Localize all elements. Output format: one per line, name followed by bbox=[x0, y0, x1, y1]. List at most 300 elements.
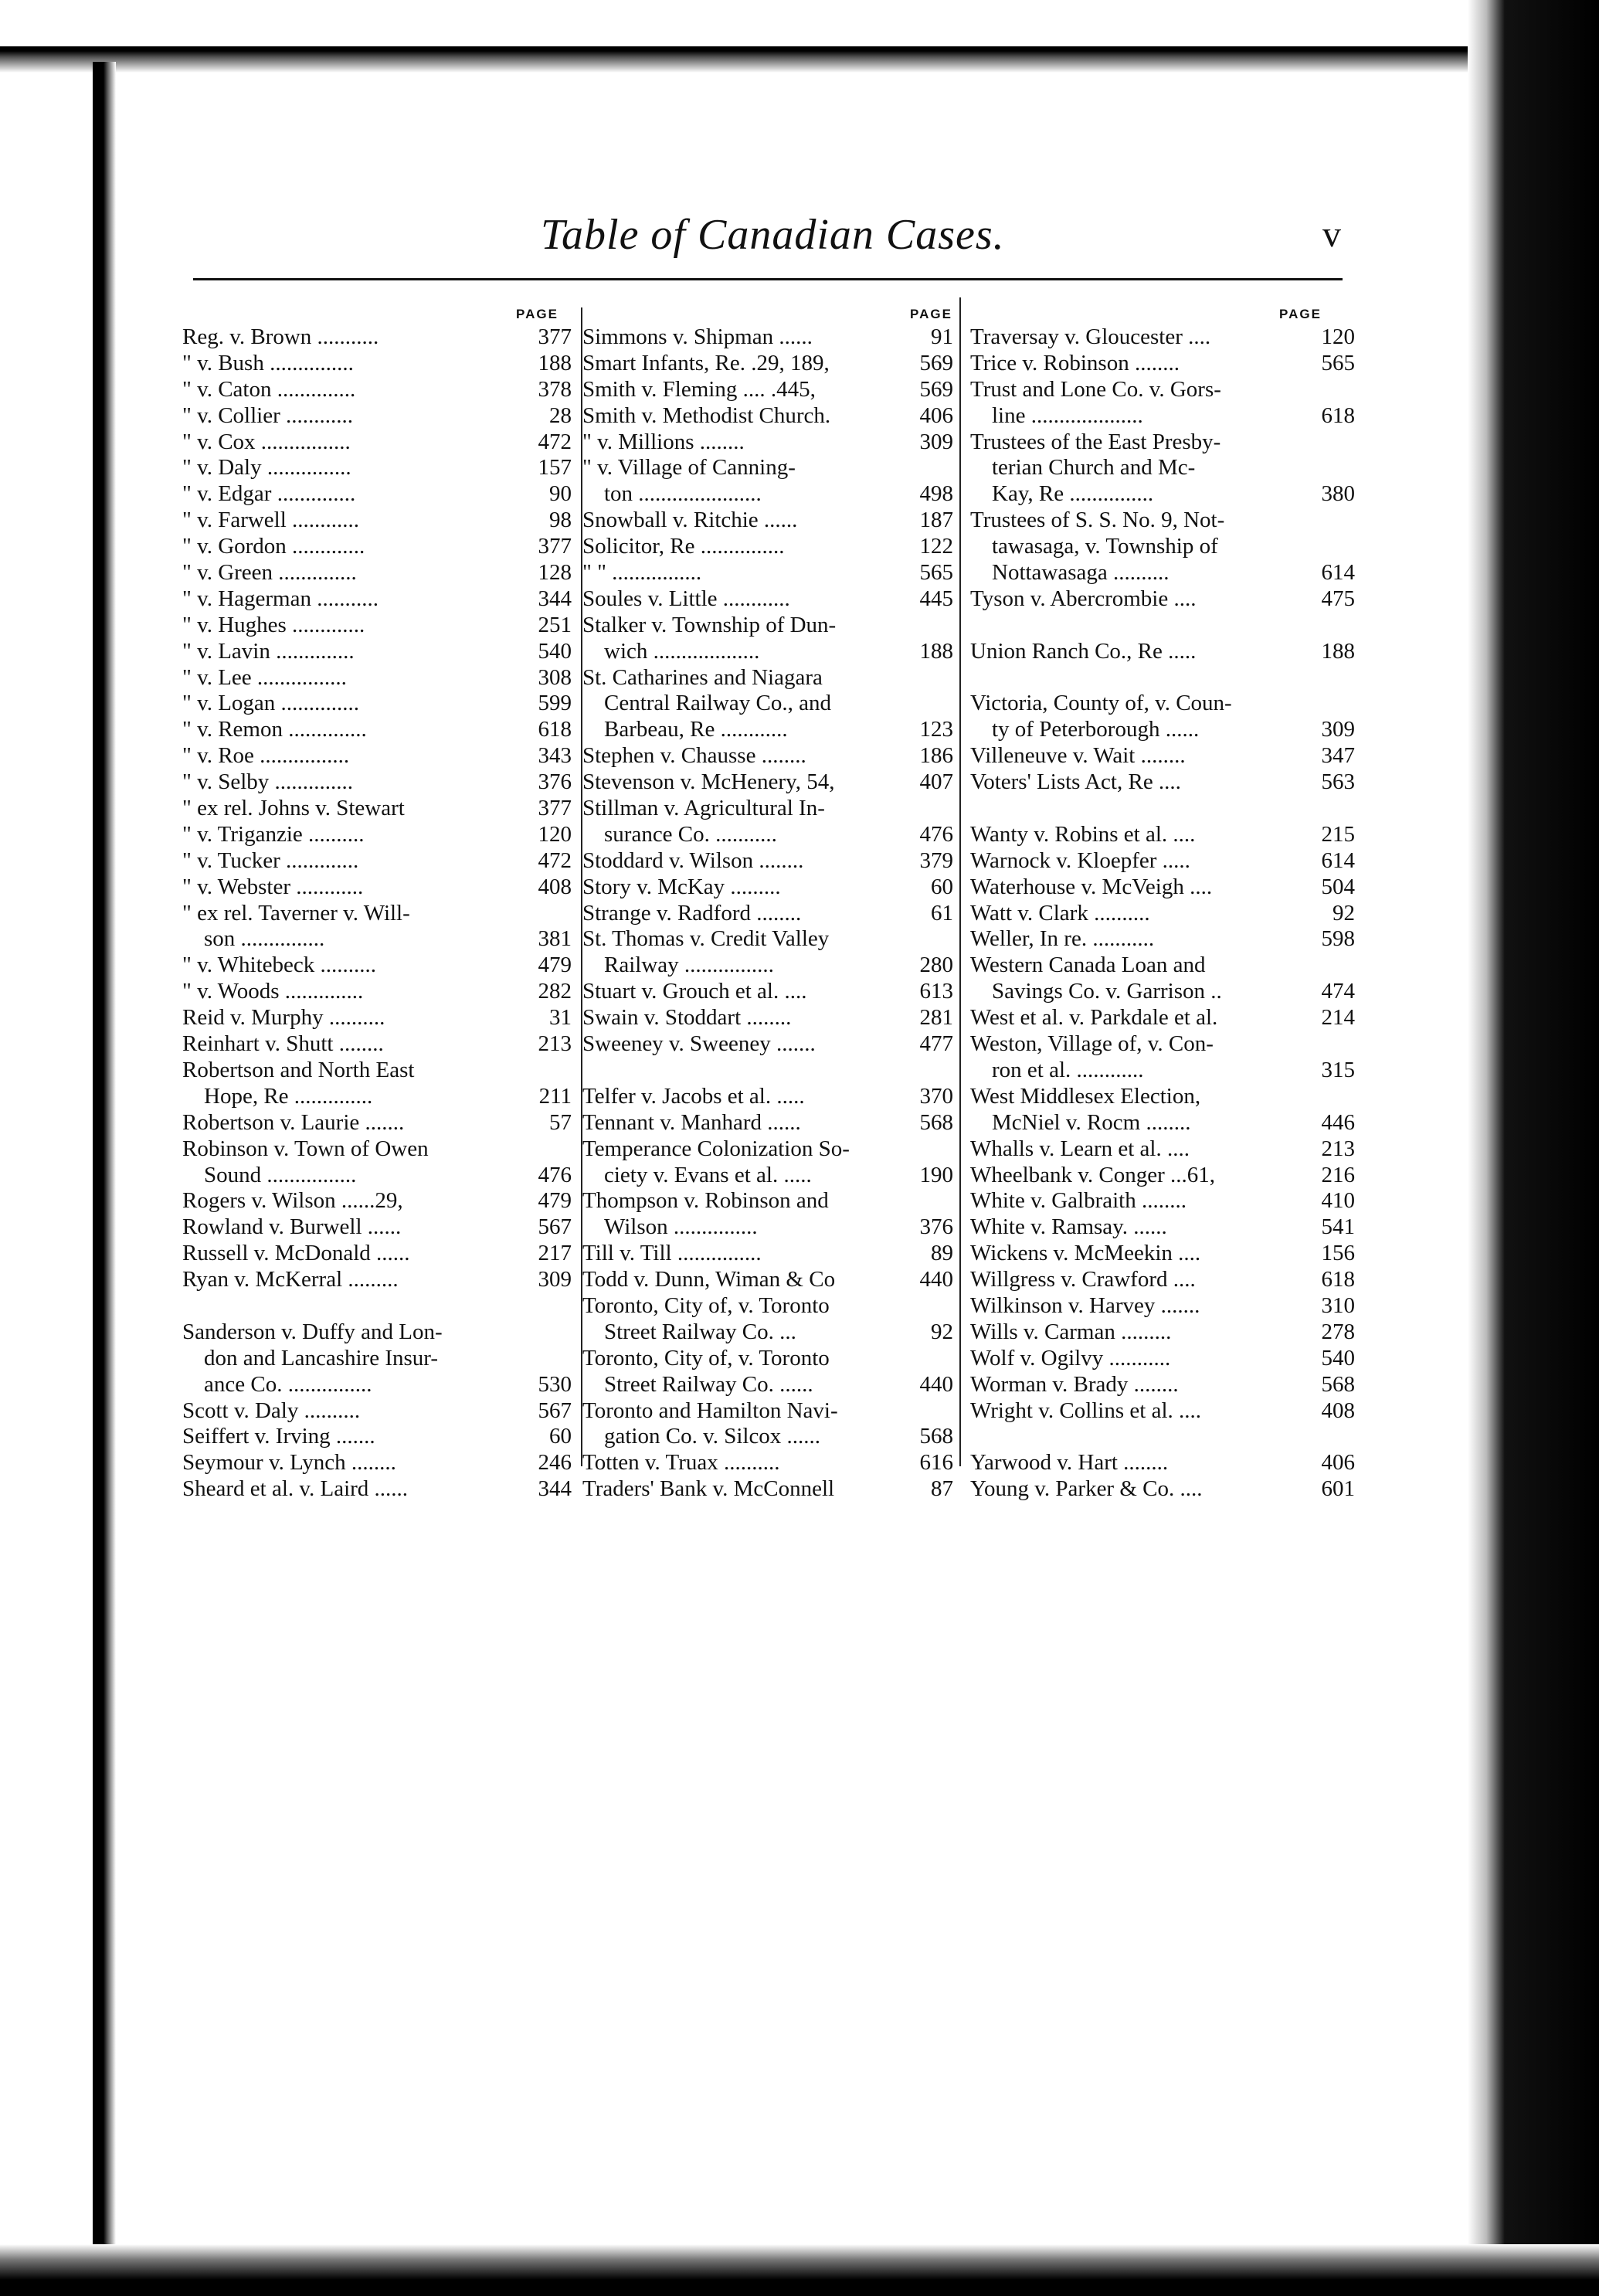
case-name: don and Lancashire Insur- bbox=[204, 1345, 438, 1370]
index-entry bbox=[182, 926, 572, 953]
case-name: " v. Selby .............. bbox=[182, 769, 354, 795]
index-entry bbox=[582, 1110, 953, 1136]
page-reference: 567 bbox=[538, 1214, 572, 1240]
index-entry bbox=[582, 560, 953, 586]
scan-border-left bbox=[93, 62, 116, 2256]
index-entry bbox=[582, 1398, 953, 1425]
page-reference: 598 bbox=[1321, 926, 1355, 952]
index-entry bbox=[582, 1346, 953, 1372]
page-reference: 376 bbox=[538, 769, 572, 795]
case-name: Wright v. Collins et al. .... bbox=[970, 1398, 1202, 1423]
page-reference: 541 bbox=[1321, 1214, 1355, 1240]
index-entry bbox=[970, 1320, 1355, 1346]
case-name: Reg. v. Brown ........... bbox=[182, 324, 379, 349]
case-name: Stoddard v. Wilson ........ bbox=[582, 847, 804, 873]
page-reference: 408 bbox=[1321, 1398, 1355, 1423]
index-entry bbox=[182, 1346, 572, 1372]
case-name: " v. Green .............. bbox=[182, 560, 357, 586]
index-entry bbox=[182, 403, 572, 430]
page-reference: 565 bbox=[1321, 350, 1355, 375]
case-name: Warnock v. Kloepfer ..... bbox=[970, 847, 1190, 873]
case-name: Young v. Parker & Co. .... bbox=[970, 1476, 1203, 1502]
page-reference: 344 bbox=[538, 586, 572, 611]
page-reference: 476 bbox=[919, 821, 953, 847]
page-reference: 370 bbox=[919, 1083, 953, 1109]
index-entry bbox=[182, 1136, 572, 1163]
case-name: Russell v. McDonald ...... bbox=[182, 1241, 410, 1266]
case-name: Rogers v. Wilson ......29, bbox=[182, 1188, 403, 1214]
index-entry bbox=[582, 586, 953, 613]
index-entry bbox=[970, 1346, 1355, 1372]
case-name: Story v. McKay ......... bbox=[582, 874, 781, 899]
index-column-1 bbox=[182, 324, 572, 1503]
page-reference: 213 bbox=[538, 1031, 572, 1057]
case-name: Toronto and Hamilton Navi- bbox=[582, 1398, 838, 1423]
index-entry bbox=[970, 455, 1355, 481]
case-name: Worman v. Brady ........ bbox=[970, 1371, 1179, 1397]
header-rule bbox=[193, 278, 1343, 280]
case-name: Sheard et al. v. Laird ...... bbox=[182, 1476, 409, 1502]
case-name: " " ................ bbox=[582, 560, 702, 586]
index-entry bbox=[970, 953, 1355, 979]
case-name: Wanty v. Robins et al. .... bbox=[970, 821, 1196, 847]
case-name: Victoria, County of, v. Coun- bbox=[970, 691, 1232, 716]
index-entry bbox=[970, 403, 1355, 430]
index-entry bbox=[582, 1372, 953, 1398]
page-numeral: v bbox=[1322, 214, 1341, 255]
case-name: " v. Webster ............ bbox=[182, 874, 364, 899]
case-name: " v. Logan .............. bbox=[182, 691, 360, 716]
case-name: Seiffert v. Irving ....... bbox=[182, 1424, 375, 1449]
case-name: Robertson and North East bbox=[182, 1057, 415, 1082]
page-reference: 472 bbox=[538, 429, 572, 454]
case-name: Trust and Lone Co. v. Gors- bbox=[970, 376, 1221, 402]
case-name: Wheelbank v. Conger ...61, bbox=[970, 1162, 1216, 1187]
index-entry bbox=[582, 377, 953, 403]
index-entry bbox=[582, 351, 953, 377]
page-reference: 123 bbox=[919, 717, 953, 742]
page-reference: 315 bbox=[1321, 1057, 1355, 1082]
page-reference: 475 bbox=[1321, 586, 1355, 611]
index-entry bbox=[182, 1031, 572, 1058]
case-name: Sound ................ bbox=[204, 1162, 357, 1187]
index-entry bbox=[582, 665, 953, 691]
index-entry bbox=[970, 1398, 1355, 1425]
page-reference: 618 bbox=[538, 717, 572, 742]
case-name: Kay, Re ............... bbox=[992, 481, 1154, 507]
case-name: Street Railway Co. ... bbox=[604, 1319, 796, 1344]
page-reference: 476 bbox=[538, 1162, 572, 1187]
case-name: Willgress v. Crawford .... bbox=[970, 1267, 1196, 1292]
case-name: " v. Millions ........ bbox=[582, 429, 745, 454]
page-column-label-1: PAGE bbox=[516, 307, 558, 321]
index-entry bbox=[582, 534, 953, 560]
page-reference: 477 bbox=[919, 1031, 953, 1057]
index-entry bbox=[182, 430, 572, 456]
page-reference: 569 bbox=[919, 376, 953, 402]
index-entry bbox=[582, 481, 953, 508]
index-entry bbox=[582, 403, 953, 430]
page-reference: 616 bbox=[919, 1450, 953, 1476]
case-name: Reid v. Murphy .......... bbox=[182, 1005, 385, 1031]
page-reference: 380 bbox=[1321, 481, 1355, 507]
case-name: Wilson ............... bbox=[604, 1214, 758, 1240]
index-entry bbox=[970, 822, 1355, 848]
case-name: " v. Tucker ............. bbox=[182, 847, 359, 873]
page-reference: 440 bbox=[919, 1267, 953, 1292]
index-entry bbox=[970, 1005, 1355, 1031]
index-entry bbox=[582, 1293, 953, 1320]
case-name: " v. Village of Canning- bbox=[582, 455, 796, 481]
case-name: Strange v. Radford ........ bbox=[582, 900, 802, 926]
case-name: Smith v. Methodist Church. bbox=[582, 402, 831, 428]
case-name: Stillman v. Agricultural In- bbox=[582, 796, 825, 821]
case-name: " v. Lee ................ bbox=[182, 664, 347, 690]
case-name: Wolf v. Ogilvy ........... bbox=[970, 1345, 1171, 1370]
index-entry bbox=[970, 901, 1355, 927]
case-name: Western Canada Loan and bbox=[970, 953, 1206, 978]
index-entry bbox=[182, 691, 572, 717]
page-reference: 188 bbox=[919, 638, 953, 664]
case-name: " ex rel. Johns v. Stewart bbox=[182, 796, 405, 821]
page-reference: 122 bbox=[919, 534, 953, 559]
index-entry bbox=[182, 822, 572, 848]
page-reference: 216 bbox=[1321, 1162, 1355, 1187]
case-name: St. Thomas v. Credit Valley bbox=[582, 926, 830, 952]
case-name: Simmons v. Shipman ...... bbox=[582, 324, 813, 349]
case-name: line .................... bbox=[992, 402, 1143, 428]
page-reference: 92 bbox=[931, 1319, 953, 1344]
case-name: Railway ................ bbox=[604, 953, 774, 978]
index-entry bbox=[182, 1214, 572, 1241]
index-entry bbox=[582, 1320, 953, 1346]
case-name: Savings Co. v. Garrison .. bbox=[992, 979, 1222, 1004]
index-entry bbox=[582, 848, 953, 875]
case-name: " v. Hughes ............. bbox=[182, 612, 365, 637]
page-reference: 188 bbox=[1321, 638, 1355, 664]
index-entry bbox=[182, 743, 572, 769]
index-entry bbox=[182, 508, 572, 534]
index-entry bbox=[582, 1136, 953, 1163]
index-entry bbox=[182, 481, 572, 508]
page-reference: 309 bbox=[919, 429, 953, 454]
index-entry bbox=[582, 1476, 953, 1503]
index-entry bbox=[182, 1188, 572, 1214]
page-reference: 377 bbox=[538, 324, 572, 349]
index-column-3 bbox=[970, 324, 1355, 1503]
index-entry bbox=[970, 1214, 1355, 1241]
page-reference: 31 bbox=[549, 1005, 572, 1031]
page-reference: 472 bbox=[538, 847, 572, 873]
index-entry bbox=[582, 508, 953, 534]
page-reference: 568 bbox=[919, 1424, 953, 1449]
page-reference: 92 bbox=[1332, 900, 1355, 926]
page-column-label-2: PAGE bbox=[910, 307, 952, 321]
case-name: ton ...................... bbox=[604, 481, 762, 507]
page-reference: 251 bbox=[538, 612, 572, 637]
index-entry bbox=[970, 613, 1355, 639]
case-name: " v. Caton .............. bbox=[182, 376, 356, 402]
page-reference: 565 bbox=[919, 560, 953, 586]
index-entry bbox=[182, 377, 572, 403]
case-name: " v. Bush ............... bbox=[182, 350, 354, 375]
index-entry bbox=[582, 1188, 953, 1214]
case-name: Union Ranch Co., Re ..... bbox=[970, 638, 1197, 664]
index-entry bbox=[582, 926, 953, 953]
page-reference: 309 bbox=[1321, 717, 1355, 742]
index-entry bbox=[182, 1476, 572, 1503]
case-name: Totten v. Truax .......... bbox=[582, 1450, 780, 1476]
case-name: White v. Ramsay. ...... bbox=[970, 1214, 1167, 1240]
index-entry bbox=[582, 455, 953, 481]
index-entry bbox=[970, 665, 1355, 691]
case-name: Todd v. Dunn, Wiman & Co bbox=[582, 1267, 836, 1292]
page-reference: 569 bbox=[919, 350, 953, 375]
index-entry bbox=[182, 324, 572, 351]
case-name: West et al. v. Parkdale et al. bbox=[970, 1005, 1218, 1031]
index-entry bbox=[582, 796, 953, 822]
case-name: surance Co. ........... bbox=[604, 821, 777, 847]
page-reference: 530 bbox=[538, 1371, 572, 1397]
case-name: Stephen v. Chausse ........ bbox=[582, 743, 806, 769]
page-reference: 87 bbox=[931, 1476, 953, 1502]
page-reference: 343 bbox=[538, 743, 572, 769]
running-title: Table of Canadian Cases. bbox=[541, 211, 1005, 259]
index-entry bbox=[970, 1163, 1355, 1189]
case-name: Waterhouse v. McVeigh .... bbox=[970, 874, 1213, 899]
index-entry bbox=[182, 455, 572, 481]
case-name: Wilkinson v. Harvey ....... bbox=[970, 1292, 1200, 1318]
page-reference: 377 bbox=[538, 796, 572, 821]
index-entry bbox=[582, 1267, 953, 1293]
case-name: Toronto, City of, v. Toronto bbox=[582, 1345, 830, 1370]
page-reference: 567 bbox=[538, 1398, 572, 1423]
page-reference: 187 bbox=[919, 508, 953, 533]
page-reference: 60 bbox=[931, 874, 953, 899]
index-entry bbox=[970, 481, 1355, 508]
case-name: tawasaga, v. Township of bbox=[992, 534, 1218, 559]
index-entry bbox=[182, 1005, 572, 1031]
index-entry bbox=[582, 324, 953, 351]
case-name: Voters' Lists Act, Re .... bbox=[970, 769, 1181, 795]
case-name: Traders' Bank v. McConnell bbox=[582, 1476, 835, 1502]
case-name: Smart Infants, Re. .29, 189, bbox=[582, 350, 830, 375]
page-reference: 278 bbox=[1321, 1319, 1355, 1344]
page-reference: 28 bbox=[549, 402, 572, 428]
page-reference: 120 bbox=[1321, 324, 1355, 349]
case-name: Temperance Colonization So- bbox=[582, 1136, 850, 1161]
page-reference: 246 bbox=[538, 1450, 572, 1476]
index-entry bbox=[182, 351, 572, 377]
index-entry bbox=[182, 1372, 572, 1398]
index-entry bbox=[970, 1424, 1355, 1450]
case-name: Stuart v. Grouch et al. .... bbox=[582, 979, 807, 1004]
index-entry bbox=[970, 1267, 1355, 1293]
case-name: Weller, In re. ........... bbox=[970, 926, 1155, 952]
page-reference: 91 bbox=[931, 324, 953, 349]
index-entry bbox=[182, 875, 572, 901]
index-entry bbox=[970, 875, 1355, 901]
page-reference: 120 bbox=[538, 821, 572, 847]
page-reference: 344 bbox=[538, 1476, 572, 1502]
case-name: " v. Lavin .............. bbox=[182, 638, 355, 664]
page-reference: 190 bbox=[919, 1162, 953, 1187]
index-entry bbox=[582, 822, 953, 848]
page-reference: 407 bbox=[919, 769, 953, 795]
page-reference: 157 bbox=[538, 455, 572, 481]
index-entry bbox=[970, 1450, 1355, 1476]
case-name: Trice v. Robinson ........ bbox=[970, 350, 1180, 375]
index-entry bbox=[582, 979, 953, 1005]
page-reference: 601 bbox=[1321, 1476, 1355, 1502]
index-entry bbox=[582, 1031, 953, 1058]
case-name: Robertson v. Laurie ....... bbox=[182, 1109, 405, 1135]
page-reference: 156 bbox=[1321, 1241, 1355, 1266]
index-entry bbox=[182, 1320, 572, 1346]
case-name: " v. Woods .............. bbox=[182, 979, 364, 1004]
index-entry bbox=[582, 1241, 953, 1267]
index-entry bbox=[970, 377, 1355, 403]
index-entry bbox=[970, 743, 1355, 769]
index-entry bbox=[582, 691, 953, 717]
index-entry bbox=[182, 1163, 572, 1189]
case-name: ron et al. ............ bbox=[992, 1057, 1144, 1082]
index-entry bbox=[182, 613, 572, 639]
page-reference: 614 bbox=[1321, 560, 1355, 586]
case-name: Seymour v. Lynch ........ bbox=[182, 1450, 396, 1476]
index-column-2 bbox=[582, 324, 953, 1503]
index-entry bbox=[182, 1293, 572, 1320]
page-reference: 540 bbox=[1321, 1345, 1355, 1370]
index-entry bbox=[582, 901, 953, 927]
index-entry bbox=[182, 534, 572, 560]
case-name: Tennant v. Manhard ...... bbox=[582, 1109, 801, 1135]
page-reference: 188 bbox=[538, 350, 572, 375]
index-entry bbox=[182, 665, 572, 691]
index-entry bbox=[582, 430, 953, 456]
case-name: " v. Roe ................ bbox=[182, 743, 350, 769]
case-name: Rowland v. Burwell ...... bbox=[182, 1214, 402, 1240]
case-name: " v. Daly ............... bbox=[182, 455, 351, 481]
case-name: " v. Cox ................ bbox=[182, 429, 351, 454]
case-name: " v. Edgar .............. bbox=[182, 481, 356, 507]
index-entry bbox=[970, 1031, 1355, 1058]
page-reference: 347 bbox=[1321, 743, 1355, 769]
case-name: ty of Peterborough ...... bbox=[992, 717, 1200, 742]
case-name: Tyson v. Abercrombie .... bbox=[970, 586, 1197, 611]
page-reference: 618 bbox=[1321, 1267, 1355, 1292]
case-name: Watt v. Clark .......... bbox=[970, 900, 1150, 926]
index-entry bbox=[182, 1267, 572, 1293]
page-reference: 408 bbox=[538, 874, 572, 899]
case-name: " v. Gordon ............. bbox=[182, 534, 365, 559]
page-reference: 310 bbox=[1321, 1292, 1355, 1318]
page-reference: 599 bbox=[538, 691, 572, 716]
index-entry bbox=[182, 953, 572, 979]
index-entry bbox=[582, 953, 953, 979]
index-entry bbox=[182, 560, 572, 586]
index-entry bbox=[970, 1476, 1355, 1503]
case-name: West Middlesex Election, bbox=[970, 1083, 1201, 1109]
case-name: Traversay v. Gloucester .... bbox=[970, 324, 1211, 349]
case-name: " v. Hagerman ........... bbox=[182, 586, 379, 611]
page-reference: 479 bbox=[538, 953, 572, 978]
index-entry bbox=[582, 1084, 953, 1110]
column-divider-2 bbox=[959, 297, 961, 1466]
index-entry bbox=[182, 1398, 572, 1425]
index-entry bbox=[182, 1424, 572, 1450]
index-entry bbox=[970, 796, 1355, 822]
page-reference: 540 bbox=[538, 638, 572, 664]
case-name: " ex rel. Taverner v. Will- bbox=[182, 900, 410, 926]
scan-border-right bbox=[1468, 0, 1599, 2296]
index-entry bbox=[182, 848, 572, 875]
case-name: Ryan v. McKerral ......... bbox=[182, 1267, 399, 1292]
page-reference: 446 bbox=[1321, 1109, 1355, 1135]
index-entry bbox=[970, 1136, 1355, 1163]
index-entry bbox=[182, 1058, 572, 1084]
page-reference: 618 bbox=[1321, 402, 1355, 428]
case-name: Thompson v. Robinson and bbox=[582, 1188, 829, 1214]
page-reference: 410 bbox=[1321, 1188, 1355, 1214]
page-reference: 563 bbox=[1321, 769, 1355, 795]
index-entry bbox=[970, 430, 1355, 456]
case-name: Snowball v. Ritchie ...... bbox=[582, 508, 798, 533]
page-reference: 215 bbox=[1321, 821, 1355, 847]
page-reference: 309 bbox=[538, 1267, 572, 1292]
page-reference: 613 bbox=[919, 979, 953, 1004]
index-entry bbox=[970, 717, 1355, 743]
index-entry bbox=[582, 639, 953, 665]
page-reference: 217 bbox=[538, 1241, 572, 1266]
page-reference: 90 bbox=[549, 481, 572, 507]
page-reference: 614 bbox=[1321, 847, 1355, 873]
index-entry bbox=[582, 1058, 953, 1084]
index-entry bbox=[582, 769, 953, 796]
case-name: Wills v. Carman ......... bbox=[970, 1319, 1172, 1344]
scan-border-top bbox=[0, 46, 1599, 73]
page-reference: 282 bbox=[538, 979, 572, 1004]
page-reference: 89 bbox=[931, 1241, 953, 1266]
page-reference: 211 bbox=[538, 1083, 572, 1109]
index-entry bbox=[582, 743, 953, 769]
index-entry bbox=[582, 717, 953, 743]
page-reference: 214 bbox=[1321, 1005, 1355, 1031]
index-entry bbox=[970, 1293, 1355, 1320]
index-entry bbox=[182, 717, 572, 743]
page-reference: 60 bbox=[549, 1424, 572, 1449]
case-name: " v. Collier ............ bbox=[182, 402, 353, 428]
case-name: Stalker v. Township of Dun- bbox=[582, 612, 837, 637]
case-name: " v. Farwell ............ bbox=[182, 508, 360, 533]
case-name: Till v. Till ............... bbox=[582, 1241, 762, 1266]
page-reference: 445 bbox=[919, 586, 953, 611]
page-reference: 377 bbox=[538, 534, 572, 559]
case-name: Solicitor, Re ............... bbox=[582, 534, 785, 559]
index-entry bbox=[970, 1188, 1355, 1214]
index-entry bbox=[970, 1110, 1355, 1136]
index-entry bbox=[182, 796, 572, 822]
case-name: gation Co. v. Silcox ...... bbox=[604, 1424, 821, 1449]
case-name: White v. Galbraith ........ bbox=[970, 1188, 1187, 1214]
index-entry bbox=[182, 769, 572, 796]
case-name: Trustees of S. S. No. 9, Not- bbox=[970, 508, 1225, 533]
page-reference: 568 bbox=[919, 1109, 953, 1135]
page-reference: 57 bbox=[549, 1109, 572, 1135]
index-entry bbox=[970, 1058, 1355, 1084]
case-name: Hope, Re .............. bbox=[204, 1083, 373, 1109]
page-reference: 440 bbox=[919, 1371, 953, 1397]
